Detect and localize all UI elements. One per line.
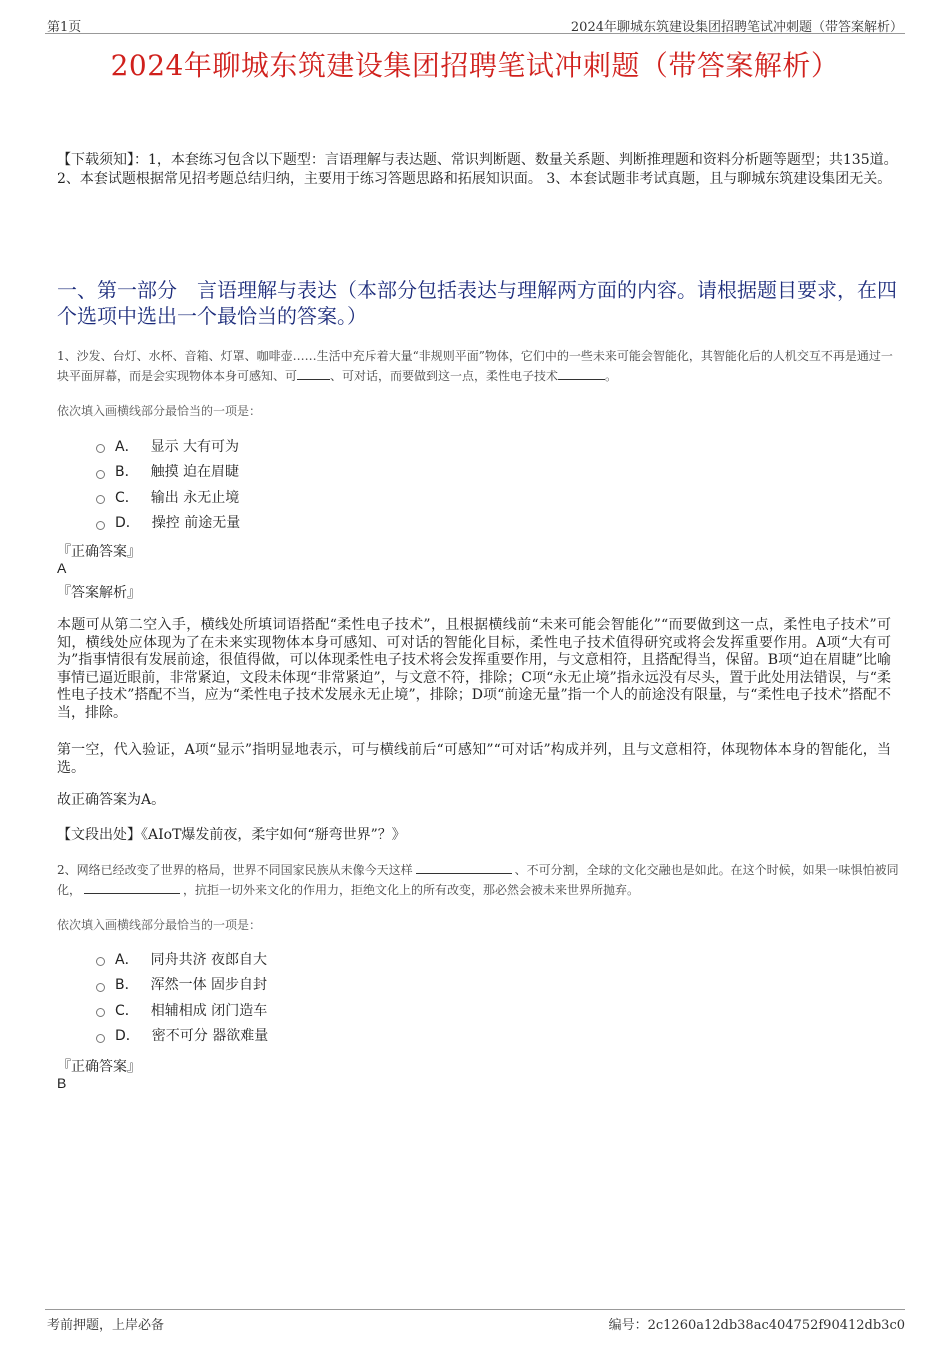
header-divider <box>45 33 905 34</box>
download-notice: 【下载须知】：1，本套练习包含以下题型：言语理解与表达题、常识判断题、数量关系题、判断推理题和资料分析题等题型；共135道。 2、本套试题根据常见招考题总结归纳，主要用于练习答题思路和拓展知识面。 3、本套试题非考试真题，且与聊城东筑建设集团无关。 <box>57 152 898 187</box>
radio-button-icon[interactable] <box>96 470 105 479</box>
radio-button-icon[interactable] <box>96 983 105 992</box>
question-2-text <box>57 860 899 900</box>
question-1-option-b[interactable] <box>96 459 240 485</box>
question-2-option-d[interactable] <box>96 1023 268 1049</box>
question-1-text-part-b: 、可对话，而要做到这一点，柔性电子技术 <box>330 369 559 383</box>
footer-slogan: 考前押题，上岸必备 <box>47 1318 165 1333</box>
question-1-text <box>57 346 899 386</box>
question-2-option-c[interactable] <box>96 997 268 1023</box>
question-2-text-part-c: ，抗拒一切外来文化的作用力，拒绝文化上的所有改变，那必然会被未来世界所抛弃。 <box>183 883 640 897</box>
question-1-answer-label: 『正确答案』 <box>57 544 141 560</box>
option-text: 操控 前途无量 <box>151 515 241 532</box>
radio-button-icon[interactable] <box>96 521 105 530</box>
question-2-option-a[interactable] <box>96 946 268 972</box>
option-key: D． <box>115 515 140 532</box>
question-1-source: 【文段出处】《AIoT爆发前夜，柔宇如何“掰弯世界”？》 <box>57 827 406 843</box>
option-key: B． <box>115 977 139 994</box>
question-1-analysis-paragraph-1: 本题可从第二空入手，横线处所填词语搭配“柔性电子技术”，且根据横线前“未来可能会智能化”“而要做到这一点，柔性电子技术”可知，横线处应体现为了在未来实现物体本身可感知、可对话的智能化目标，柔性电子技术值得研究或将会发挥重要作用。A项“大有可为”指事情很有发展前途，很值得做，可以体现柔性电子技术将会发挥重要作用，与文意相符，且搭配得当，保留。B项“迫在眉睫”比喻事情已逼近眼前，非常紧迫，文段未体现“非常紧迫”，与文意不符，排除；C项“永无止境”指永远没有尽头，置于此处用法错误，与“柔性电子技术”搭配不当，应为“柔性电子技术发展永无止境”，排除；D项“前途无量”指一个人的前途没有限量，与“柔性电子技术”搭配不当，排除。 <box>57 617 891 721</box>
question-1-option-c[interactable] <box>96 484 240 510</box>
question-2-text-part-a: 2、网络已经改变了世界的格局，世界不同国家民族从未像今天这样 <box>57 863 413 877</box>
question-1-option-d[interactable] <box>96 510 240 536</box>
question-1-options <box>96 433 240 535</box>
question-1-analysis-label: 『答案解析』 <box>57 585 141 601</box>
question-2-answer-label: 『正确答案』 <box>57 1059 141 1075</box>
option-text: 输出 永无止境 <box>150 489 240 506</box>
radio-button-icon[interactable] <box>96 1034 105 1043</box>
option-text: 同舟共济 夜郎自大 <box>150 951 268 968</box>
question-1-option-a[interactable] <box>96 433 240 459</box>
option-text: 密不可分 器欲难量 <box>151 1028 269 1045</box>
option-key: C． <box>115 1002 139 1019</box>
option-text: 浑然一体 固步自封 <box>150 977 268 994</box>
question-1-instruction: 依次填入画横线部分最恰当的一项是： <box>57 404 262 418</box>
question-2-option-b[interactable] <box>96 972 268 998</box>
question-1-analysis-paragraph-3: 故正确答案为A。 <box>57 792 166 808</box>
radio-button-icon[interactable] <box>96 1008 105 1017</box>
question-2-text-part-b: 、不可分割，全球的文化交融也是如此。在这个时候，如果一味惧怕被同化， <box>57 863 899 897</box>
radio-button-icon[interactable] <box>96 495 105 504</box>
option-text: 触摸 迫在眉睫 <box>150 464 240 481</box>
question-1-text-part-a: 1、沙发、台灯、水杯、音箱、灯罩、咖啡壶……生活中充斥着大量“非规则平面”物体，它们中的一些未来可能会智能化，其智能化后的人机交互不再是通过一块平面屏幕，而是会实现物体本身可感知、可 <box>57 349 893 383</box>
question-1-blank-1 <box>297 367 330 380</box>
option-text: 显示 大有可为 <box>150 438 240 455</box>
option-text: 相辅相成 闭门造车 <box>150 1002 268 1019</box>
question-2-answer: B <box>57 1075 67 1091</box>
question-1-text-part-c: 。 <box>605 369 618 383</box>
option-key: A． <box>115 438 139 455</box>
question-1-blank-2 <box>558 367 605 380</box>
footer-divider <box>45 1309 905 1310</box>
document-title: 2024年聊城东筑建设集团招聘笔试冲刺题（带答案解析） <box>110 49 840 82</box>
option-key: D． <box>115 1028 140 1045</box>
option-key: C． <box>115 489 139 506</box>
option-key: B． <box>115 464 139 481</box>
footer-doc-id: 编号：2c1260a12db38ac404752f90412db3c0 <box>608 1318 905 1333</box>
page-number: 第1页 <box>47 20 82 35</box>
question-2-blank-1 <box>416 861 512 874</box>
question-1-answer: A <box>57 560 67 576</box>
question-2-options <box>96 946 268 1048</box>
radio-button-icon[interactable] <box>96 444 105 453</box>
page-footer <box>0 1309 950 1345</box>
question-2-blank-2 <box>84 881 180 894</box>
question-2-instruction: 依次填入画横线部分最恰当的一项是： <box>57 918 262 932</box>
question-1-analysis-paragraph-2: 第一空，代入验证，A项“显示”指明显地表示，可与横线前后“可感知”“可对话”构成并列，且与文意相符，体现物体本身的智能化，当选。 <box>57 742 891 776</box>
section-heading: 一、第一部分 言语理解与表达（本部分包括表达与理解两方面的内容。请根据题目要求，在四个选项中选出一个最恰当的答案。） <box>57 278 897 328</box>
page-header <box>0 0 950 34</box>
header-doc-title: 2024年聊城东筑建设集团招聘笔试冲刺题（带答案解析） <box>570 20 903 35</box>
option-key: A． <box>115 951 139 968</box>
radio-button-icon[interactable] <box>96 957 105 966</box>
